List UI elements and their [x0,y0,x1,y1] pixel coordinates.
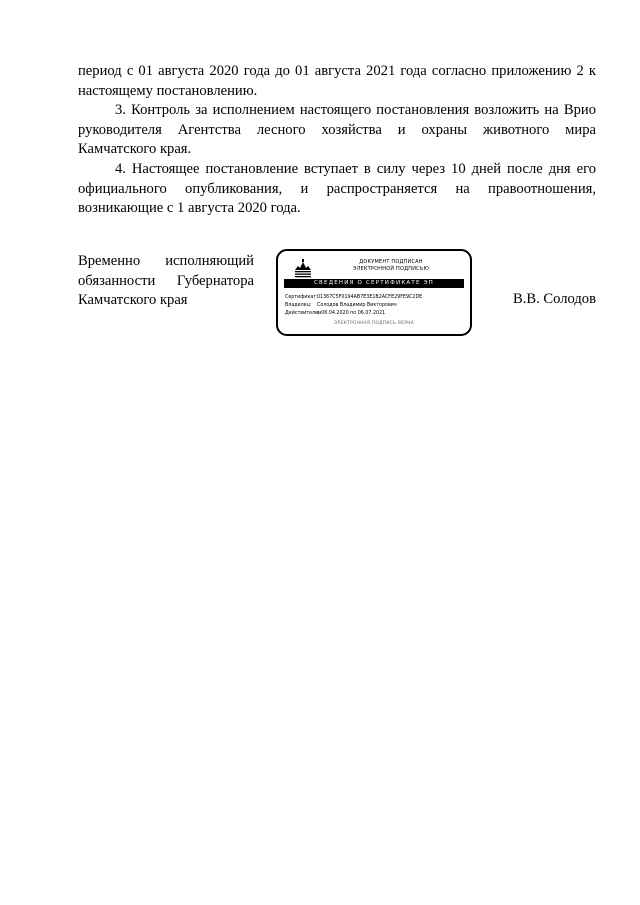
paragraph-4-effective [78,160,596,219]
text-line: 3. Контроль за исполнением настоящего постановления возложить на Врио [115,102,596,118]
paragraph-period [78,62,596,101]
certificate-label: Сертификат: [285,295,318,300]
signatory-title-line: Временно исполняющий [78,253,254,269]
text-line: период с 01 августа 2020 года до 01 августа 2021 года согласно приложению 2 к [78,63,596,79]
validity-label: Действителен [285,311,322,316]
coat-of-arms-icon [292,257,314,279]
text-line: официального опубликования, и распространяется на правоотношения, [78,180,596,197]
electronic-signature-stamp [276,249,472,336]
owner-value: Солодов Владимир Викторович [317,303,397,308]
text-line: руководителя Агентства лесного хозяйства и охраны животного мира [78,121,596,138]
signatory-title [78,252,254,311]
stamp-validity-row [285,311,464,317]
stamp-title-bar: СВЕДЕНИЯ О СЕРТИФИКАТЕ ЭП [284,279,464,288]
signatory-title-line: обязанности Губернатора [78,272,254,289]
certificate-value: 01367C5F0194AB7E3E1B2ACFE29FE9C2DE [317,295,423,300]
text-line: Камчатского края. [78,141,192,157]
text-line: настоящему постановлению. [78,82,258,99]
signatory-name: В.В. Солодов [512,291,596,307]
stamp-certificate-row [285,295,464,301]
stamp-footer: ЭЛЕКТРОННАЯ ПОДПИСЬ ВЕРНА [333,321,414,326]
stamp-header-line: ЭЛЕКТРОННОЙ ПОДПИСЬЮ [352,266,430,272]
stamp-header [318,259,464,273]
stamp-owner-row [285,303,464,309]
text-line: возникающие с 1 августа 2020 года. [78,200,301,216]
text-line: 4. Настоящее постановление вступает в силу через 10 дней после дня его [115,161,596,177]
signatory-title-line: Камчатского края [78,292,188,308]
paragraph-3-control [78,101,596,160]
validity-value: с 06.04.2020 по 06.07.2021 [317,311,386,316]
stamp-header-line: ДОКУМЕНТ ПОДПИСАН [359,259,423,265]
owner-label: Владелец: [285,303,312,308]
